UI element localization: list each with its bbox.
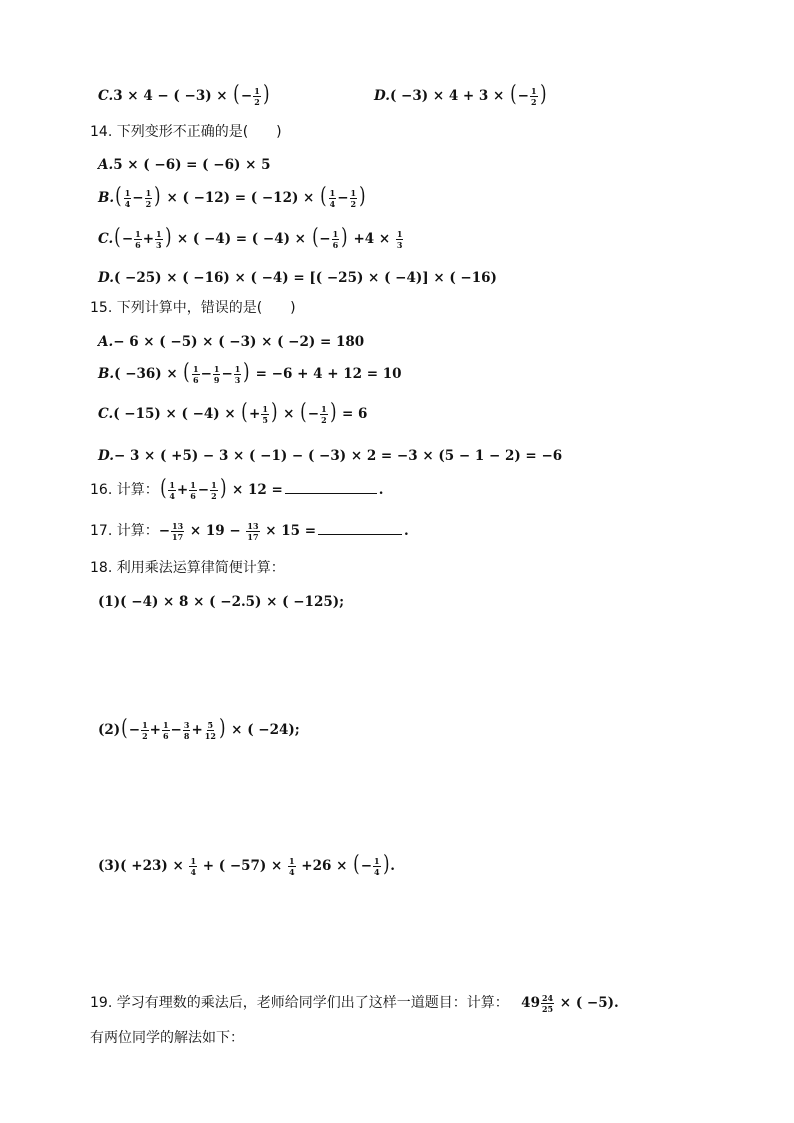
q15-option-a: A.− 6 × ( −5) × ( −3) × ( −2) = 180 [98,334,365,350]
q14-stem: 14. 下列变形不正确的是( ) [90,124,282,140]
q14-option-a: A.5 × ( −6) = ( −6) × 5 [98,157,271,173]
q15-option-b: B.( −36) × ( $\frac{1}{6}$ − $\frac{1}{9}$ − $\frac{1}{3}$ ) = −6 + 4 + 12 = 10 [98,360,402,385]
q18-part-1: (1)( −4) × 8 × ( −2.5) × ( −125); [98,594,345,610]
q15-option-c: C.( −15) × ( −4) × (+ $\frac{1}{5}$ ) × (− $\frac{1}{2}$ ) = 6 [98,400,368,425]
q14-option-d: D.( −25) × ( −16) × ( −4) = [( −25) × ( −4)] × ( −16) [98,270,497,286]
q13-option-c: C.3 × 4 − ( −3) × (− $\frac{1}{2}$ ) [98,82,270,107]
q19-stem: 19. 学习有理数的乘法后，老师给同学们出了这样一道题目：计算： 49 $\frac{24}{25}$ × ( −5). [90,993,619,1014]
q14-option-c: C.(− $\frac{1}{6}$ + $\frac{1}{3}$ ) × ( −4) = ( −4) × (− $\frac{1}{6}$ ) +4 × $\frac{1}{3}$ [98,225,403,250]
q19-line-2: 有两位同学的解法如下： [90,1030,244,1046]
q18-part-2: (2)(− $\frac{1}{2}$ + $\frac{1}{6}$ − $\frac{3}{8}$ + $\frac{5}{12}$ ) × ( −24); [98,716,300,741]
q17-answer-blank[interactable] [318,524,402,535]
q17: 17. 计算：− $\frac{13}{17}$ × 19 − $\frac{13}{17}$ × 15 = . [90,521,409,542]
q16: 16. 计算：( $\frac{1}{4}$ + $\frac{1}{6}$ − $\frac{1}{2}$ ) × 12 = . [90,476,384,501]
q15-option-d: D.− 3 × ( +5) − 3 × ( −1) − ( −3) × 2 = −3 × (5 − 1 − 2) = −6 [98,448,563,464]
q14-option-b: B.( $\frac{1}{4}$ − $\frac{1}{2}$ ) × ( −12) = ( −12) × ( $\frac{1}{4}$ − $\frac{1}{2}$ ) [98,184,366,209]
q18-stem: 18. 利用乘法运算律简便计算： [90,560,285,576]
q18-part-3: (3)( +23) × $\frac{1}{4}$ + ( −57) × $\frac{1}{4}$ +26 × (− $\frac{1}{4}$ ). [98,852,395,877]
q16-answer-blank[interactable] [285,483,377,494]
q13-option-d: D.( −3) × 4 + 3 × (− $\frac{1}{2}$ ) [374,82,547,107]
q15-stem: 15. 下列计算中，错误的是( ) [90,300,296,316]
